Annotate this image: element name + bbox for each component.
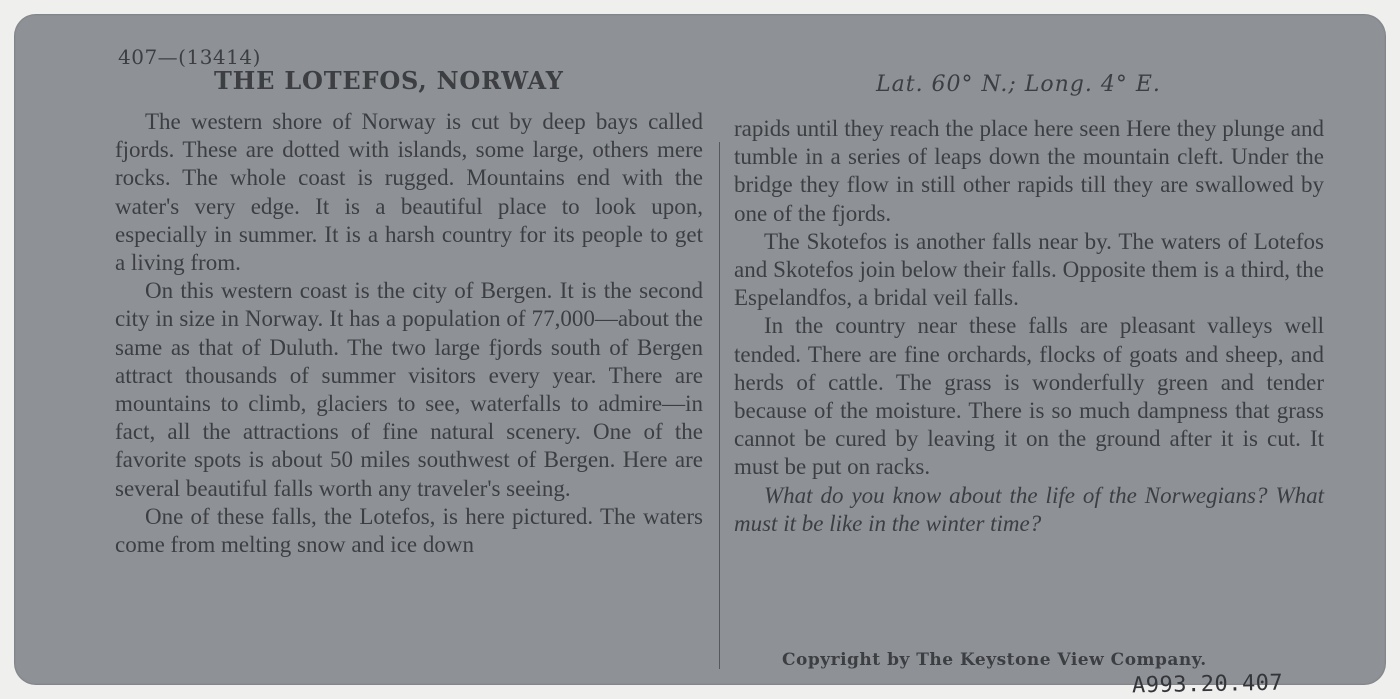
paragraph: In the country near these falls are pleasant valleys well tended. There are fine orchards, flocks of goats and sheep, and herds of cattle. The grass is wonderfully green and tender because of the moisture. There is so much dampness that grass cannot be cured by leaving it on the ground after it is cut. It must be put on racks. <box>734 313 1324 480</box>
copyright-line: Copyright by The Keystone View Company. <box>782 650 1207 670</box>
card-title: THE LOTEFOS, NORWAY <box>214 66 564 95</box>
left-text-column <box>115 108 703 559</box>
study-question: What do you know about the life of the Norwegians? What must it be like in the winter time? <box>734 482 1324 536</box>
paragraph: The western shore of Norway is cut by deep bays called fjords. These are dotted with islands, some large, others mere rocks. The whole coast is rugged. Mountains end with the water's very edge. It is a beautiful place to look upon, especially in summer. It is a harsh country for its people to get a living from. <box>115 109 703 276</box>
right-text-column <box>734 115 1324 538</box>
paragraph: On this western coast is the city of Bergen. It is the second city in size in Norway. It has a population of 77,000—about the same as that of Duluth. The two large fjords south of Bergen attract thousands of summer visitors every year. There are mountains to climb, glaciers to see, waterfalls to admire—in fact, all the attractions of fine natural scenery. One of the favorite spots is about 50 miles southwest of Bergen. Here are several beautiful falls worth any traveler's seeing. <box>115 278 703 501</box>
catalog-number: 407—(13414) <box>118 45 261 69</box>
stereoview-card-back <box>14 14 1386 699</box>
paragraph: The Skotefos is another falls near by. The waters of Lotefos and Skotefos join below their falls. Opposite them is a third, the Espelandfos, a bridal veil falls. <box>734 228 1324 311</box>
paragraph: rapids until they reach the place here seen Here they plunge and tumble in a series of leaps down the mountain cleft. Under the bridge they flow in still other rapids till they are swallowed by one of the fjords. <box>734 116 1324 226</box>
column-divider <box>719 142 720 669</box>
handwritten-accession-number: A993.20.407 <box>1131 670 1284 699</box>
coordinates: Lat. 60° N.; Long. 4° E. <box>876 72 1161 97</box>
paragraph: One of these falls, the Lotefos, is here pictured. The waters come from melting snow and ice down <box>115 503 703 558</box>
